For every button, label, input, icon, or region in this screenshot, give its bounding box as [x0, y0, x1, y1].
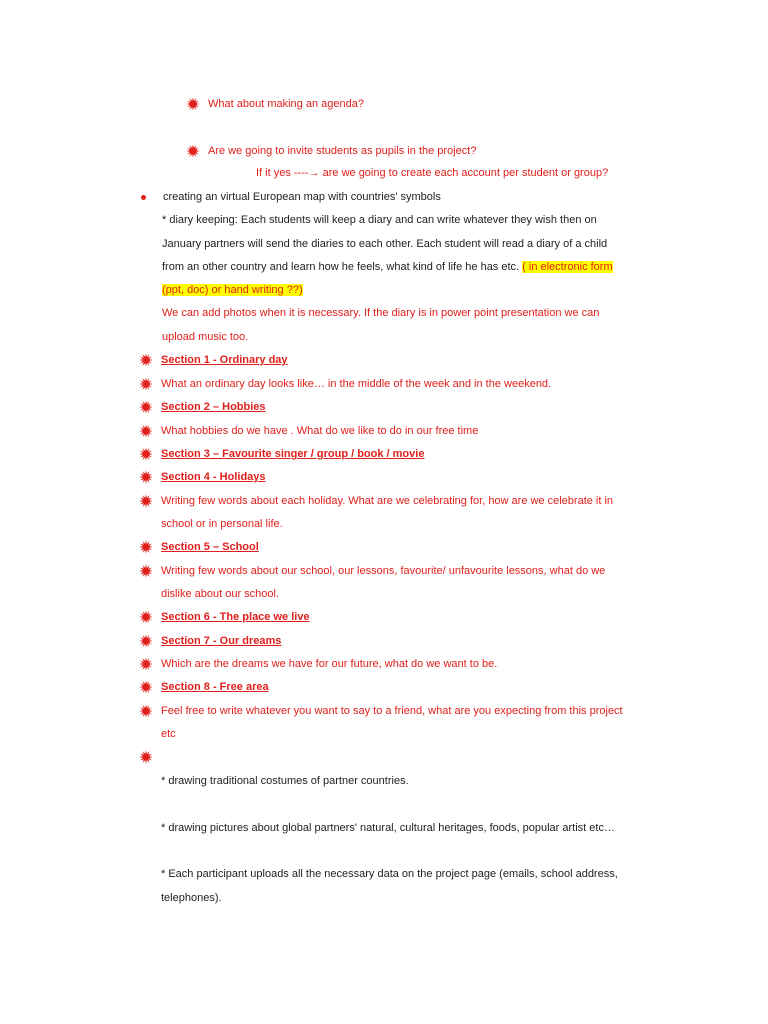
- diary-text-4: [162, 283, 303, 297]
- starburst-bullet-icon: [139, 377, 153, 391]
- arrow-right-icon: →: [308, 167, 320, 179]
- section-1-desc: What an ordinary day looks like… in the middle of the week and in the weekend.: [161, 378, 552, 390]
- if-yes-prefix: If it yes ----: [256, 167, 309, 179]
- diary-text-3: [162, 260, 613, 274]
- starburst-bullet-icon: [139, 424, 153, 438]
- uploads-item-1: * Each participant uploads all the necessary data on the project page (emails, school address,: [161, 868, 618, 880]
- section-4-heading: Section 4 - Holidays: [161, 471, 266, 483]
- highlighted-note: ( in electronic form: [522, 261, 613, 273]
- section-4-desc-2: school or in personal life.: [161, 518, 283, 530]
- starburst-bullet-icon: [139, 353, 153, 367]
- diary-text-3-main: from an other country and learn how he feels, what kind of life he has etc.: [162, 261, 520, 273]
- section-3-heading: Section 3 – Favourite singer / group / book / movie: [161, 448, 425, 460]
- if-yes-text: are we going to create each account per student or group?: [319, 167, 609, 179]
- photos-text-2: upload music too.: [162, 331, 249, 343]
- starburst-bullet-icon: [139, 657, 153, 671]
- if-yes-line: [256, 166, 608, 180]
- section-8-desc-1: Feel free to write whatever you want to say to a friend, what are you expecting from this project: [161, 705, 623, 717]
- photos-text-1: We can add photos when it is necessary. If the diary is in power point presentation we can: [162, 307, 600, 319]
- map-item: creating an virtual European map with countries' symbols: [163, 191, 441, 203]
- diary-text-1: * diary keeping: Each students will keep a diary and can write whatever they wish then on: [162, 214, 597, 226]
- section-5-desc-2: dislike about our school.: [161, 588, 280, 600]
- agenda-question: What about making an agenda?: [208, 98, 364, 110]
- section-5-desc-1: Writing few words about our school, our lessons, favourite/ unfavourite lessons, what do we: [161, 565, 606, 577]
- starburst-bullet-icon: [139, 447, 153, 461]
- starburst-bullet-icon: [139, 680, 153, 694]
- starburst-bullet-icon: [139, 494, 153, 508]
- section-4-desc-1: Writing few words about each holiday. What are we celebrating for, how are we celebrate it in: [161, 495, 614, 507]
- section-8-heading: Section 8 - Free area: [161, 681, 269, 693]
- invite-question: Are we going to invite students as pupils in the project?: [208, 145, 477, 157]
- starburst-bullet-icon: [139, 400, 153, 414]
- highlighted-note-cont: (ppt, doc) or hand writing ??): [162, 284, 303, 296]
- section-5-heading: Section 5 – School: [161, 541, 259, 553]
- section-1-heading: Section 1 - Ordinary day: [161, 354, 288, 366]
- starburst-bullet-icon: [186, 97, 200, 111]
- section-2-heading: Section 2 – Hobbies: [161, 401, 266, 413]
- starburst-bullet-icon: [139, 540, 153, 554]
- starburst-bullet-icon: [139, 564, 153, 578]
- red-dot-bullet-icon: [141, 195, 146, 200]
- costumes-item: * drawing traditional costumes of partner countries.: [161, 775, 409, 787]
- section-8-desc-2: etc: [161, 728, 176, 740]
- heritages-item: * drawing pictures about global partners' natural, cultural heritages, foods, popular artist etc…: [161, 822, 615, 834]
- starburst-bullet-icon: [139, 634, 153, 648]
- starburst-bullet-icon: [139, 610, 153, 624]
- starburst-bullet-icon: [139, 704, 153, 718]
- starburst-bullet-icon: [139, 750, 153, 764]
- section-6-heading: Section 6 - The place we live: [161, 611, 310, 623]
- uploads-item-2: telephones).: [161, 892, 222, 904]
- starburst-bullet-icon: [139, 470, 153, 484]
- diary-text-2: January partners will send the diaries to each other. Each student will read a diary of a child: [162, 238, 608, 250]
- section-7-heading: Section 7 - Our dreams: [161, 635, 282, 647]
- section-2-desc: What hobbies do we have . What do we like to do in our free time: [161, 425, 479, 437]
- section-7-desc: Which are the dreams we have for our future, what do we want to be.: [161, 658, 498, 670]
- starburst-bullet-icon: [186, 144, 200, 158]
